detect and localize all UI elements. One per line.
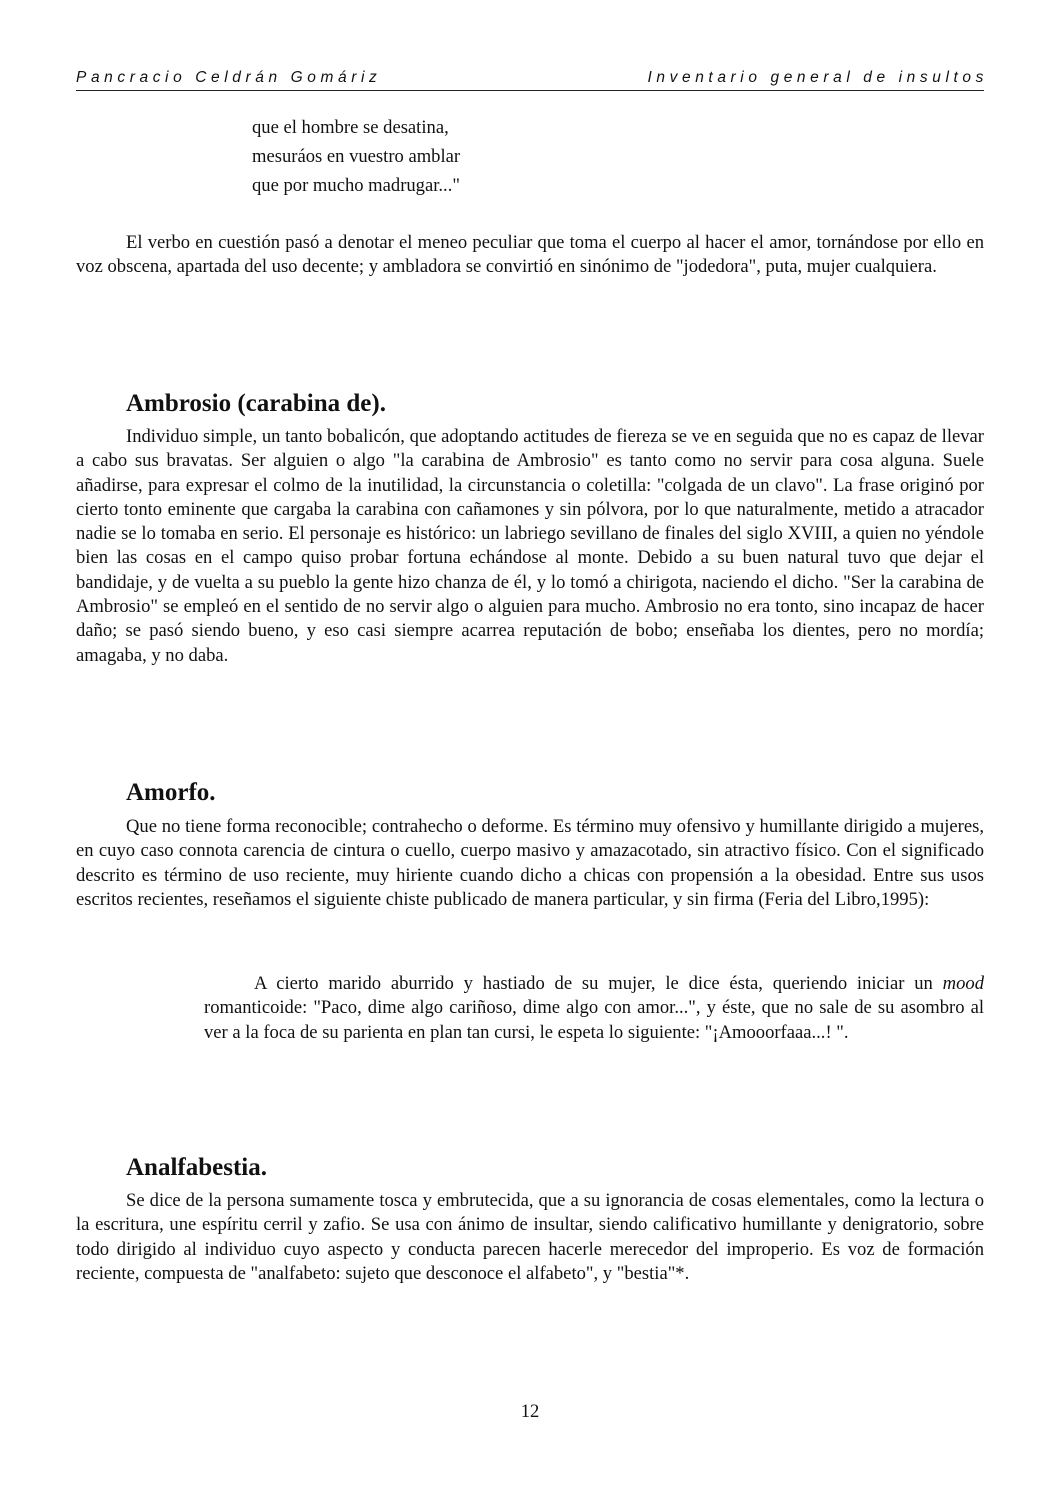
quote-text-end: romanticoide: "Paco, dime algo cariñoso, dime algo con amor...", y éste, que no sale de su asombro al ver a la foca de su parienta en plan tan cursi, le espeta lo siguiente: "¡Amooorfaaa...! ".	[204, 997, 984, 1043]
entry-paragraph-analfabestia: Se dice de la persona sumamente tosca y embrutecida, que a su ignorancia de cosas elementales, como la lectura o la escritura, une espíritu cerril y zafio. Se usa con ánimo de insultar, siendo calificativo humillante y denigratorio, sobre todo dirigido al individuo cuyo aspecto y conducta parecen hacerle merecedor del improperio. Es voz de formación reciente, compuesta de "analfabeto: sujeto que desconoce el alfabeto", y "bestia"*.	[76, 1190, 984, 1284]
verse-line: que el hombre se desatina,	[252, 117, 449, 138]
header-book-title: Inventario general de insultos	[647, 69, 988, 86]
quote-text-start: A cierto marido aburrido y hastiado de su mujer, le dice ésta, queriendo iniciar un	[254, 973, 933, 994]
page-number: 12	[520, 1401, 540, 1422]
entry-heading-amorfo: Amorfo.	[126, 779, 216, 806]
entry-paragraph-amorfo: Que no tiene forma reconocible; contrahecho o deforme. Es término muy ofensivo y humillante dirigido a mujeres, en cuyo caso connota carencia de cintura o cuello, cuerpo masivo y amazacotado, sin atractivo físico. Con el significado descrito es término de uso reciente, muy hiriente cuando dicho a chicas con propensión a la obesidad. Entre sus usos escritos recientes, reseñamos el siguiente chiste publicado de manera particular, y sin firma (Feria del Libro,1995):	[76, 816, 984, 910]
verse-quote	[252, 113, 460, 200]
quote-italic-word: mood	[942, 973, 984, 994]
header-author: Pancracio Celdrán Gomáriz	[76, 69, 382, 86]
entry-heading-analfabestia: Analfabestia.	[126, 1154, 267, 1181]
block-quote-joke	[204, 972, 984, 1045]
running-header	[76, 66, 988, 91]
entry-paragraph-ambrosio: Individuo simple, un tanto bobalicón, que adoptando actitudes de fiereza se ve en seguida que no es capaz de llevar a cabo sus bravatas. Ser alguien o algo "la carabina de Ambrosio" es tanto como no servir para cosa alguna. Suele añadirse, para expresar el colmo de la inutilidad, la circunstancia o coletilla: "colgada de un clavo". La frase originó por cierto tonto eminente que cargaba la carabina con cañamones y sin pólvora, por lo que naturalmente, metido a atracador nadie se lo tomaba en serio. El personaje es histórico: un labriego sevillano de finales del siglo XVIII, a quien no yéndole bien las cosas en el campo quiso probar fortuna echándose al monte. Debido a su buen natural tuvo que dejar el bandidaje, y de vuelta a su pueblo la gente hizo chanza de él, y lo tomó a chirigota, naciendo el dicho. "Ser la carabina de Ambrosio" se empleó en el sentido de no servir algo o alguien para mucho. Ambrosio no era tonto, sino incapaz de hacer daño; se pasó siendo bueno, y eso casi siempre acarrea reputación de bobo; enseñaba los dientes, pero no mordía; amagaba, y no daba.	[76, 426, 984, 666]
verse-line: que por mucho madrugar..."	[252, 175, 460, 196]
intro-paragraph: El verbo en cuestión pasó a denotar el meneo peculiar que toma el cuerpo al hacer el amor, tornándose por ello en voz obscena, apartada del uso decente; y ambladora se convirtió en sinónimo de "jodedora", puta, mujer cualquiera.	[76, 232, 984, 278]
entry-heading-ambrosio: Ambrosio (carabina de).	[126, 390, 386, 417]
verse-line: mesuráos en vuestro amblar	[252, 146, 461, 167]
